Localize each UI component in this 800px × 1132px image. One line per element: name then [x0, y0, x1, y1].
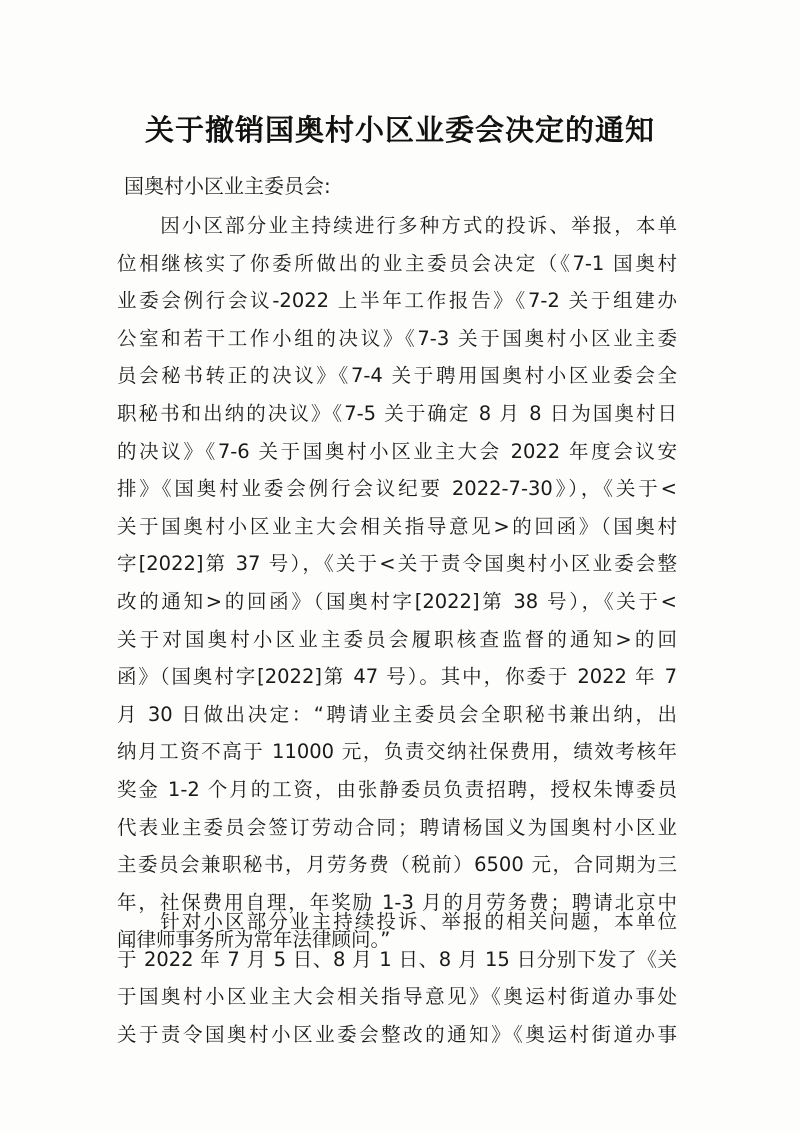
text-line: 针对小区部分业主持续投诉、举报的相关问题，本单位	[117, 910, 677, 933]
text-line: 代表业主委员会签订劳动合同；聘请杨国义为国奥村小区业	[117, 815, 677, 839]
text-line: 关于对国奥村小区业主委员会履职核查监督的通知>的回	[117, 627, 677, 651]
text-line: 主委员会兼职秘书，月劳务费（税前）6500 元，合同期为三	[117, 853, 677, 877]
text-line: 职秘书和出纳的决议》《7-5 关于确定 8 月 8 日为国奥村日	[117, 401, 677, 425]
text-line: 闻律师事务所为常年法律顾问。”	[117, 928, 391, 952]
body-paragraph-1	[117, 207, 677, 959]
text-line: 排》《国奥村业委会例行会议纪要 2022-7-30》），《关于<	[117, 477, 677, 501]
text-line: 改的通知>的回函》（国奥村字[2022]第 38 号），《关于<	[117, 589, 677, 613]
text-line: 字[2022]第 37 号），《关于<关于责令国奥村小区业委会整	[117, 552, 677, 576]
text-line: 业委会例行会议-2022 上半年工作报告》《7-2 关于组建办	[117, 289, 677, 313]
salutation: 国奥村小区业主委员会:	[124, 174, 331, 198]
text-line: 员会秘书转正的决议》《7-4 关于聘用国奥村小区业委会全	[117, 364, 677, 388]
text-line: 函》（国奥村字[2022]第 47 号）。其中，你委于 2022 年 7	[117, 665, 677, 689]
text-line: 于国奥村小区业主大会相关指导意见》《奥运村街道办事处	[117, 985, 677, 1009]
text-line: 的决议》《7-6 关于国奥村小区业主大会 2022 年度会议安	[117, 439, 677, 463]
text-line: 因小区部分业主持续进行多种方式的投诉、举报，本单	[117, 214, 677, 237]
text-line: 于 2022 年 7 月 5 日、8 月 1 日、8 月 15 日分别下发了《关	[117, 947, 677, 971]
text-line: 奖金 1-2 个月的工资，由张静委员负责招聘，授权朱博委员	[117, 777, 677, 801]
text-line: 关于国奥村小区业主大会相关指导意见>的回函》（国奥村	[117, 514, 677, 538]
text-line: 纳月工资不高于 11000 元，负责交纳社保费用，绩效考核年	[117, 740, 677, 764]
document-title: 关于撤销国奥村小区业委会决定的通知	[144, 113, 655, 147]
text-line: 关于责令国奥村小区业委会整改的通知》《奥运村街道办事	[117, 1022, 677, 1046]
text-line: 位相继核实了你委所做出的业主委员会决定（《7-1 国奥村	[117, 251, 677, 275]
body-paragraph-2	[117, 903, 677, 1053]
text-line: 公室和若干工作小组的决议》《7-3 关于国奥村小区业主委	[117, 326, 677, 350]
text-line: 年，社保费用自理，年奖励 1-3 月的月劳务费；聘请北京中	[117, 890, 677, 914]
text-line: 月 30 日做出决定：“聘请业主委员会全职秘书兼出纳，出	[117, 702, 677, 726]
